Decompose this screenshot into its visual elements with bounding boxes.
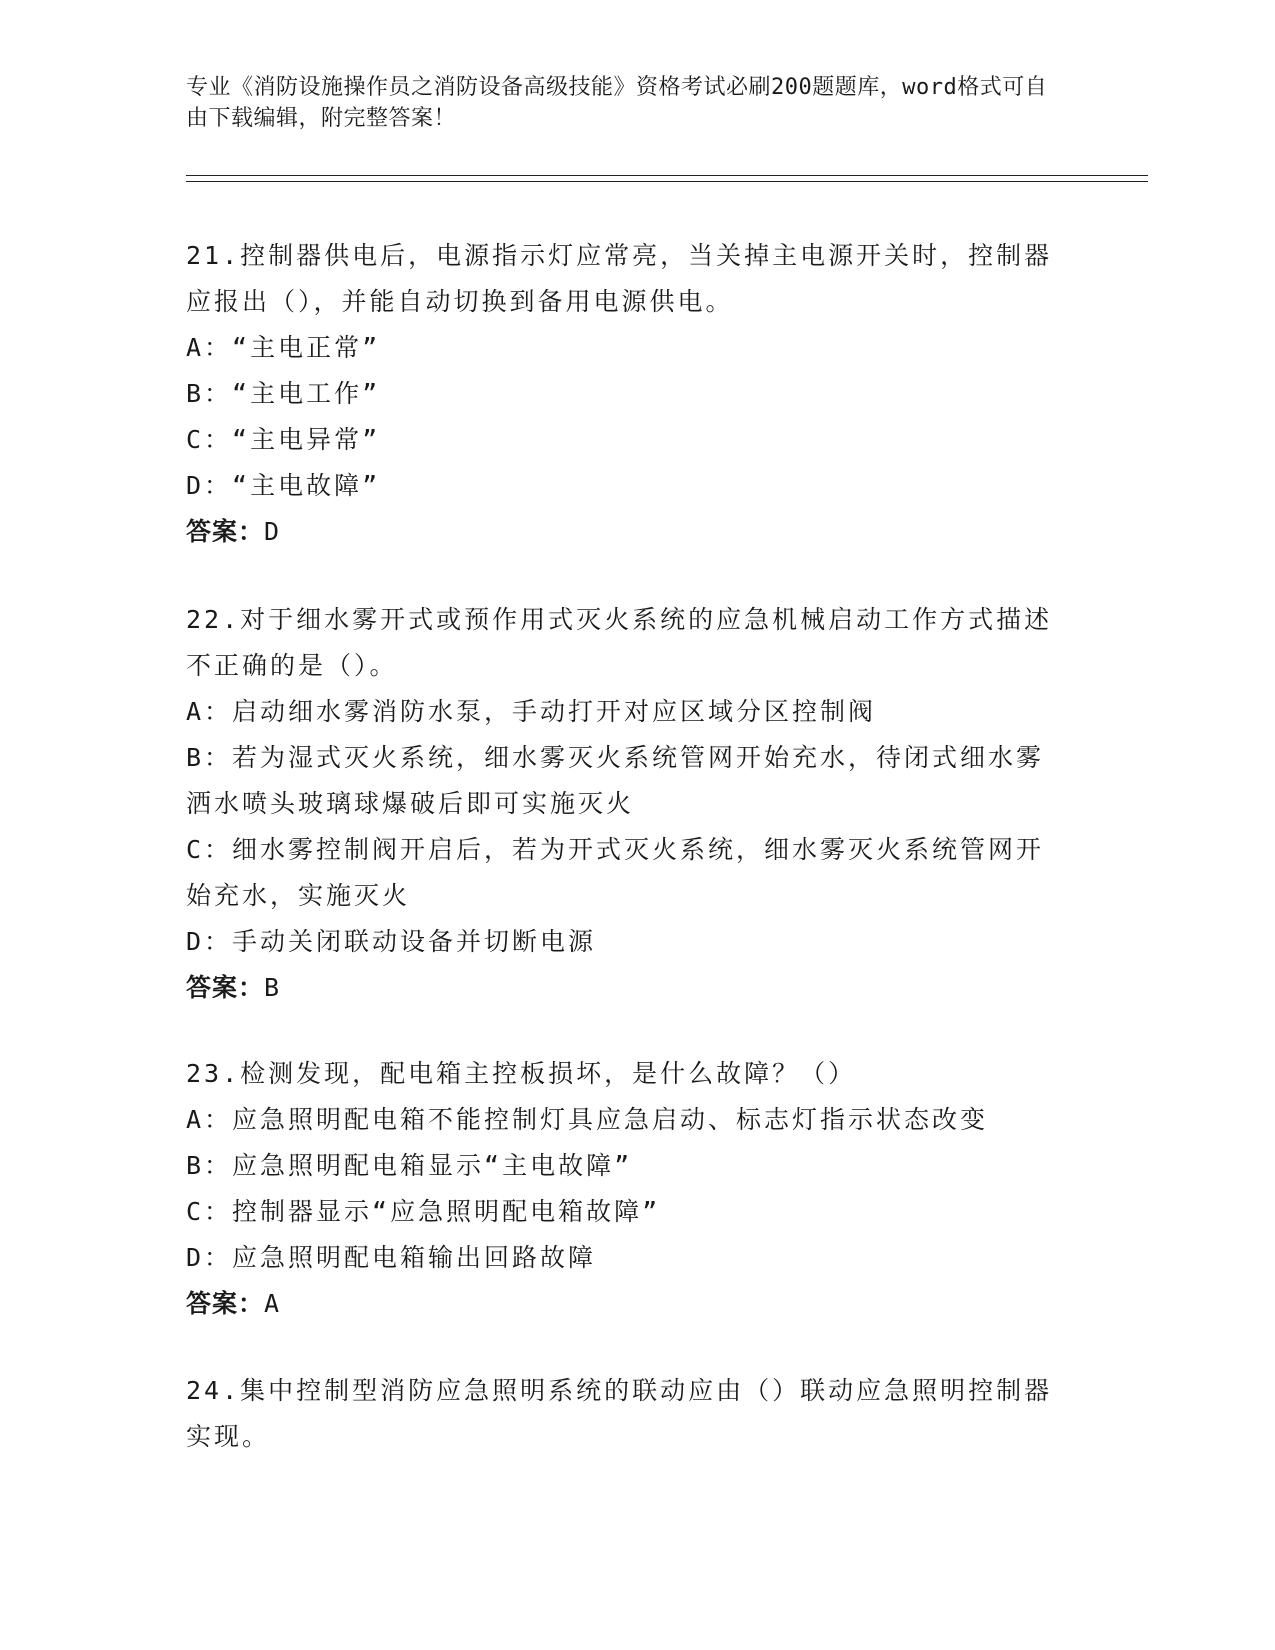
answer-value: B: [264, 973, 281, 1002]
option-b: B：若为湿式灭火系统，细水雾灭火系统管网开始充水，待闭式细水雾洒水喷头玻璃球爆破后即可实施灭火: [186, 743, 1045, 818]
answer-line: [186, 965, 1066, 1011]
question-21: [186, 233, 1066, 555]
answer-label: 答案：: [186, 973, 265, 1002]
option-d: D：应急照明配电箱输出回路故障: [186, 1243, 597, 1272]
answer-value: A: [264, 1289, 281, 1318]
option-c: C：“主电异常”: [186, 425, 381, 454]
question-22: [186, 597, 1066, 1011]
question-stem: 21.控制器供电后，电源指示灯应常亮，当关掉主电源开关时，控制器应报出（），并能自动切换到备用电源供电。: [186, 241, 1053, 316]
question-stem: 23.检测发现，配电箱主控板损坏，是什么故障？（）: [186, 1059, 857, 1088]
question-23: [186, 1051, 1066, 1327]
answer-line: [186, 509, 1066, 555]
answer-value: D: [264, 517, 281, 546]
option-c: C：控制器显示“应急照明配电箱故障”: [186, 1197, 661, 1226]
answer-line: [186, 1281, 1066, 1327]
question-24: [186, 1368, 1066, 1460]
question-stem: 22.对于细水雾开式或预作用式灭火系统的应急机械启动工作方式描述不正确的是（）。: [186, 605, 1053, 680]
option-d: D：“主电故障”: [186, 471, 381, 500]
answer-label: 答案：: [186, 1289, 265, 1318]
option-d: D：手动关闭联动设备并切断电源: [186, 927, 597, 956]
answer-label: 答案：: [186, 517, 265, 546]
option-a: A：应急照明配电箱不能控制灯具应急启动、标志灯指示状态改变: [186, 1105, 989, 1134]
option-a: A：“主电正常”: [186, 333, 381, 362]
document-header: [186, 72, 1066, 134]
option-a: A：启动细水雾消防水泵，手动打开对应区域分区控制阀: [186, 697, 877, 726]
header-rule-top: [186, 175, 1148, 176]
option-b: B：“主电工作”: [186, 379, 381, 408]
option-c: C：细水雾控制阀开启后，若为开式灭火系统，细水雾灭火系统管网开始充水，实施灭火: [186, 835, 1045, 910]
header-rule-bottom: [186, 181, 1148, 182]
question-stem: 24.集中控制型消防应急照明系统的联动应由（）联动应急照明控制器实现。: [186, 1376, 1053, 1451]
option-b: B：应急照明配电箱显示“主电故障”: [186, 1151, 633, 1180]
header-text: 专业《消防设施操作员之消防设备高级技能》资格考试必刷200题题库，word格式可自由下载编辑，附完整答案！: [186, 75, 1048, 131]
